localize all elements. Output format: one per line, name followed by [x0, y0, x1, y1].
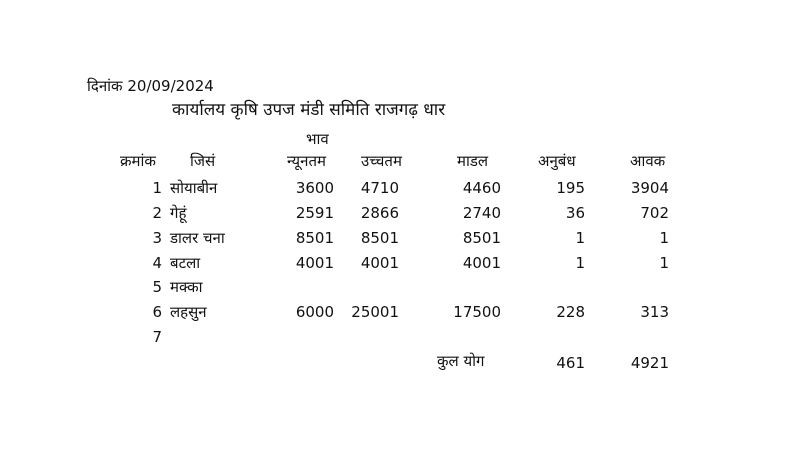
cell-serial: 5 — [152, 278, 162, 296]
header-max: उच्चतम — [361, 152, 402, 170]
cell-min: 2591 — [295, 204, 334, 222]
header-arrival: आवक — [630, 152, 666, 170]
total-contract: 461 — [556, 354, 585, 372]
cell-serial: 3 — [152, 229, 162, 247]
total-arrival: 4921 — [630, 354, 669, 372]
bhav-label: भाव — [306, 130, 329, 148]
header-min: न्यूनतम — [287, 152, 326, 170]
cell-serial: 7 — [152, 328, 162, 346]
cell-commodity: मक्का — [170, 278, 203, 296]
cell-contract: 228 — [556, 303, 585, 321]
cell-model: 17500 — [453, 303, 501, 321]
cell-model: 2740 — [462, 204, 501, 222]
date-label: दिनांक — [87, 77, 123, 95]
cell-arrival: 1 — [659, 229, 669, 247]
cell-commodity: डालर चना — [170, 229, 225, 247]
header-model: माडल — [457, 152, 489, 170]
cell-max: 8501 — [360, 229, 399, 247]
cell-commodity: लहसुन — [170, 303, 207, 321]
cell-contract: 1 — [575, 254, 585, 272]
cell-max: 4710 — [360, 179, 399, 197]
cell-min: 6000 — [295, 303, 334, 321]
cell-min: 3600 — [295, 179, 334, 197]
header-serial: क्रमांक — [120, 152, 156, 170]
cell-serial: 1 — [152, 179, 162, 197]
cell-commodity: बटला — [170, 254, 201, 272]
cell-model: 4460 — [462, 179, 501, 197]
cell-arrival: 702 — [640, 204, 669, 222]
header-contract: अनुबंध — [538, 152, 576, 170]
cell-max: 4001 — [360, 254, 399, 272]
cell-serial: 2 — [152, 204, 162, 222]
header-commodity: जिसं — [190, 152, 216, 170]
cell-commodity: सोयाबीन — [170, 179, 218, 197]
date-value: 20/09/2024 — [127, 77, 214, 95]
cell-contract: 195 — [556, 179, 585, 197]
cell-serial: 4 — [152, 254, 162, 272]
cell-model: 8501 — [462, 229, 501, 247]
cell-model: 4001 — [462, 254, 501, 272]
cell-contract: 1 — [575, 229, 585, 247]
cell-arrival: 1 — [659, 254, 669, 272]
cell-commodity: गेहूं — [170, 204, 187, 222]
cell-serial: 6 — [152, 303, 162, 321]
office-title: कार्यालय कृषि उपज मंडी समिति राजगढ़ धार — [172, 100, 446, 120]
cell-min: 4001 — [295, 254, 334, 272]
date-line — [87, 77, 214, 95]
cell-min: 8501 — [295, 229, 334, 247]
total-label: कुल योग — [437, 352, 485, 370]
cell-arrival: 3904 — [630, 179, 669, 197]
cell-contract: 36 — [565, 204, 585, 222]
cell-max: 25001 — [351, 303, 399, 321]
cell-max: 2866 — [360, 204, 399, 222]
cell-arrival: 313 — [640, 303, 669, 321]
